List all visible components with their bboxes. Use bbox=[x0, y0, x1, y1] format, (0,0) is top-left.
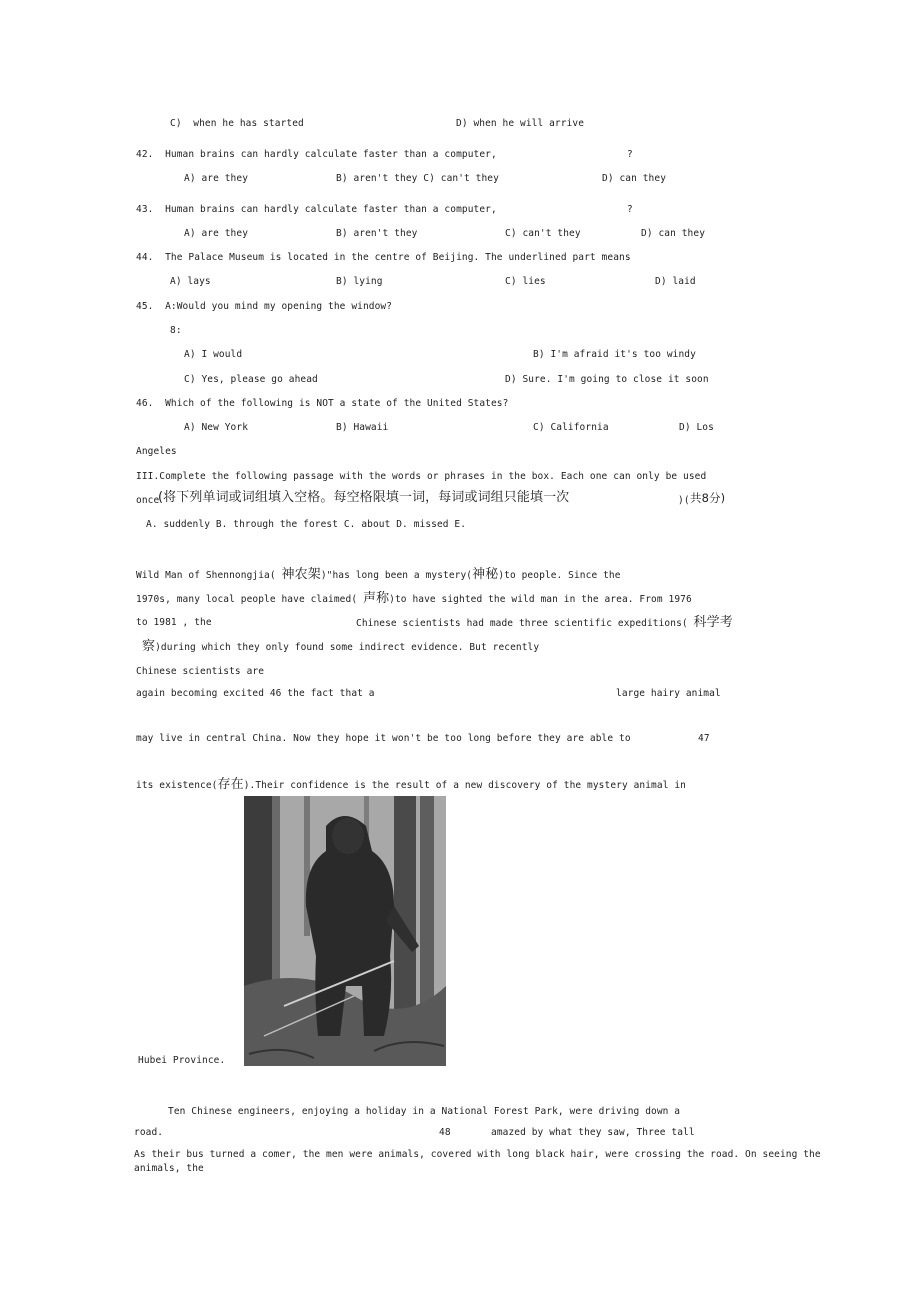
section-3-once: once bbox=[136, 495, 160, 506]
q43-question-mark: ? bbox=[627, 204, 633, 215]
q46-option-c: C) California bbox=[533, 422, 609, 433]
q44-option-c: C) lies bbox=[505, 276, 546, 287]
q46-stem: 46. Which of the following is NOT a state of the United States? bbox=[136, 398, 509, 409]
q41-option-d: D) when he will arrive bbox=[456, 118, 585, 129]
passage-paragraph-2-line-3: As their bus turned a comer, the men were animals, covered with long black hair, were crossing the road. On seeing the bbox=[134, 1149, 821, 1160]
q45-option-a: A) I would bbox=[184, 349, 243, 360]
q42-stem: 42. Human brains can hardly calculate faster than a computer, bbox=[136, 149, 497, 160]
passage-line-3b: Chinese scientists had made three scientific expeditions( 科学考 bbox=[356, 615, 733, 630]
passage-line-7a: may live in central China. Now they hope it won't be too long before they are able to bbox=[136, 733, 631, 744]
q43-option-b: B) aren't they bbox=[336, 228, 418, 239]
q44-stem: 44. The Palace Museum is located in the centre of Beijing. The underlined part means bbox=[136, 252, 631, 263]
q44-option-b: B) lying bbox=[336, 276, 383, 287]
q46-option-b: B) Hawaii bbox=[336, 422, 389, 433]
q46-option-a: A) New York bbox=[184, 422, 249, 433]
q42-option-a: A) are they bbox=[184, 173, 249, 184]
section-3-instructions: III.Complete the following passage with the words or phrases in the box. Each one can only be used bbox=[136, 471, 707, 482]
passage-line-2: 1970s, many local people have claimed( 声称)to have sighted the wild man in the area. From 1976 bbox=[136, 591, 692, 606]
passage-paragraph-2-line-2b: amazed by what they saw, Three tall bbox=[491, 1127, 695, 1138]
q45-speaker-b: 8: bbox=[170, 325, 182, 336]
passage-paragraph-2-line-2a: road. bbox=[134, 1127, 164, 1138]
passage-line-6b: large hairy animal bbox=[616, 688, 721, 699]
q46-option-d: D) Los bbox=[679, 422, 714, 433]
passage-line-9: Hubei Province. bbox=[138, 1055, 226, 1066]
q45-option-b: B) I'm afraid it's too windy bbox=[533, 349, 696, 360]
q46-option-d-continued: Angeles bbox=[136, 446, 177, 457]
q45-option-d: D) Sure. I'm going to close it soon bbox=[505, 374, 709, 385]
passage-paragraph-2-line-1: Ten Chinese engineers, enjoying a holiday in a National Forest Park, were driving down a bbox=[168, 1106, 681, 1117]
passage-line-3a: to 1981 , the bbox=[136, 617, 212, 628]
q45-option-c: C) Yes, please go ahead bbox=[184, 374, 318, 385]
q45-stem: 45. A:Would you mind my opening the window? bbox=[136, 301, 393, 312]
blank-48: 48 bbox=[439, 1127, 451, 1138]
q42-question-mark: ? bbox=[627, 149, 633, 160]
q43-option-a: A) are they bbox=[184, 228, 249, 239]
q43-stem: 43. Human brains can hardly calculate faster than a computer, bbox=[136, 204, 497, 215]
q44-option-a: A) lays bbox=[170, 276, 211, 287]
passage-line-4: 察)during which they only found some indirect evidence. But recently bbox=[142, 639, 540, 654]
q42-option-d: D) can they bbox=[602, 173, 667, 184]
q42-option-bc: B) aren't they C) can't they bbox=[336, 173, 499, 184]
passage-line-5: Chinese scientists are bbox=[136, 666, 265, 677]
wild-man-illustration bbox=[244, 796, 446, 1066]
section-3-paren: )( bbox=[678, 495, 690, 506]
q44-option-d: D) laid bbox=[655, 276, 696, 287]
q43-option-d: D) can they bbox=[641, 228, 706, 239]
word-box-options: A. suddenly B. through the forest C. about D. missed E. bbox=[146, 519, 467, 530]
passage-line-8: its existence(存在).Their confidence is the result of a new discovery of the mystery animal in bbox=[136, 777, 686, 792]
blank-47: 47 bbox=[698, 733, 710, 744]
passage-line-6a: again becoming excited 46 the fact that a bbox=[136, 688, 375, 699]
section-3-score: 共8分) bbox=[690, 491, 726, 505]
section-3-chinese-instructions: (将下列单词或词组填入空格。每空格限填一词，每词或词组只能填一次 bbox=[158, 490, 570, 505]
q43-option-c: C) can't they bbox=[505, 228, 581, 239]
passage-line-1: Wild Man of Shennongjia( 神农架)"has long been a mystery(神秘)to people. Since the bbox=[136, 567, 621, 582]
q41-option-c: C) when he has started bbox=[170, 118, 304, 129]
passage-paragraph-2-line-4: animals, the bbox=[134, 1163, 204, 1174]
